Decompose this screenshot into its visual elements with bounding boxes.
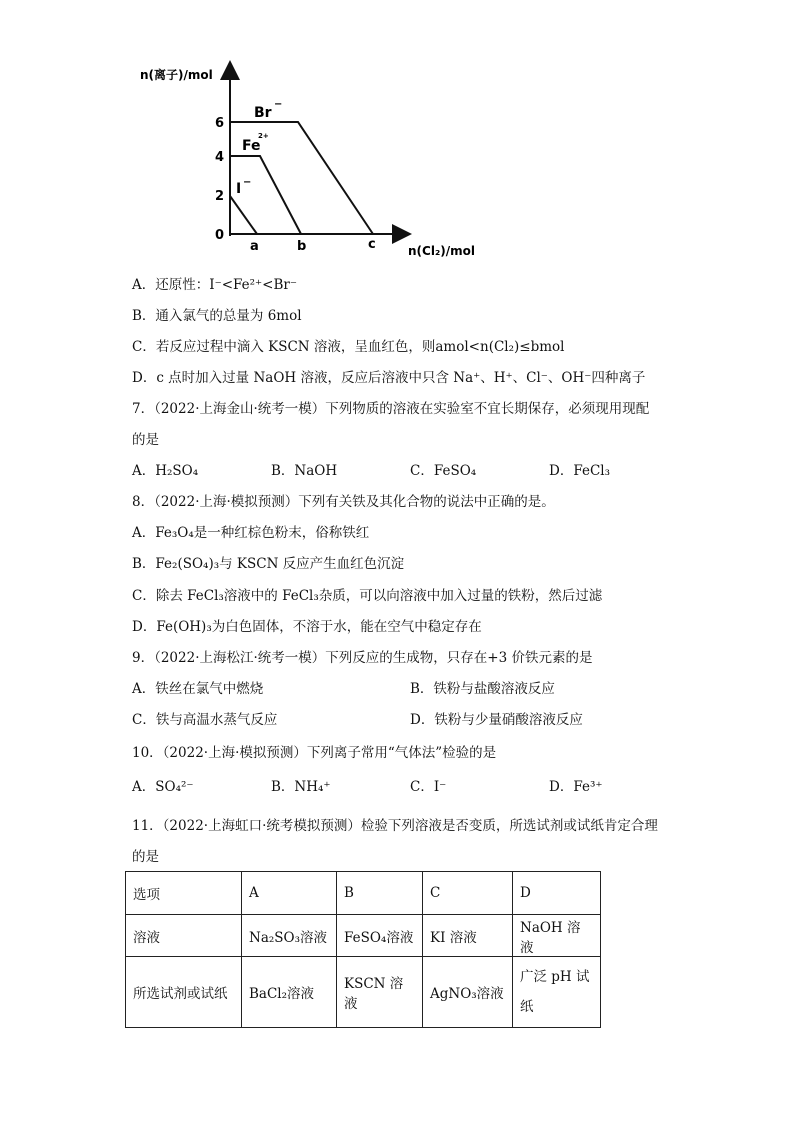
x-tick-b: b <box>297 239 307 254</box>
table-cell: NaOH 溶液 <box>513 915 601 957</box>
br-charge: − <box>274 99 283 110</box>
q8-option-b: B．Fe₂(SO₄)₃与 KSCN 反应产生血红色沉淀 <box>132 556 405 572</box>
q7-stem: 7．（2022·上海金山·统考一模）下列物质的溶液在实验室不宜长期保存，必须现用现配 <box>132 401 650 417</box>
table-cell: 溶液 <box>126 915 242 957</box>
table-row <box>126 915 601 957</box>
q9-option-b: B．铁粉与盐酸溶液反应 <box>410 681 555 697</box>
q9-option-d: D．铁粉与少量硝酸溶液反应 <box>410 712 583 728</box>
table-row <box>126 872 601 915</box>
q10-option-d: D．Fe³⁺ <box>549 779 603 795</box>
y-tick-6: 6 <box>215 116 225 131</box>
q11-stem: 11．（2022·上海虹口·统考模拟预测）检验下列溶液是否变质，所选试剂或试纸肯定合理 <box>132 818 658 834</box>
y-axis-label: n(离子)/mol <box>140 68 213 82</box>
br-label: Br <box>254 105 272 121</box>
i-charge: − <box>243 177 252 188</box>
y-tick-2: 2 <box>215 189 225 204</box>
table-cell: 选项 <box>126 872 242 915</box>
table-cell: B <box>337 872 423 915</box>
table-cell: 所选试剂或试纸 <box>126 957 242 1028</box>
x-tick-c: c <box>368 237 376 252</box>
q9-option-a: A．铁丝在氯气中燃烧 <box>132 681 264 697</box>
table-row <box>126 957 601 1028</box>
table-cell: C <box>423 872 513 915</box>
table-cell: FeSO₄溶液 <box>337 915 423 957</box>
reagent-table <box>125 871 601 1028</box>
fe-charge: 2+ <box>258 132 269 140</box>
q7-option-b: B．NaOH <box>271 463 338 479</box>
q7-option-a: A．H₂SO₄ <box>132 463 199 479</box>
table-cell: D <box>513 872 601 915</box>
x-axis-label: n(Cl₂)/mol <box>408 244 475 258</box>
i-ion-line <box>230 196 257 234</box>
q8-option-d: D．Fe(OH)₃为白色固体，不溶于水，能在空气中稳定存在 <box>132 619 482 635</box>
fe-label: Fe <box>242 138 261 154</box>
q8-stem: 8．（2022·上海·模拟预测）下列有关铁及其化合物的说法中正确的是。 <box>132 494 555 510</box>
q10-option-a: A．SO₄²⁻ <box>132 779 194 795</box>
q9-stem: 9．（2022·上海松江·统考一模）下列反应的生成物，只存在+3 价铁元素的是 <box>132 650 593 666</box>
y-tick-0: 0 <box>215 228 225 243</box>
ion-amount-graph <box>0 0 794 270</box>
x-tick-a: a <box>250 239 259 254</box>
q7-option-c: C．FeSO₄ <box>410 463 477 479</box>
q10-stem: 10．（2022·上海·模拟预测）下列离子常用“气体法”检验的是 <box>132 745 497 761</box>
q6-option-c: C．若反应过程中滴入 KSCN 溶液，呈血红色，则amol<n(Cl₂)≤bmol <box>132 339 565 355</box>
q9-option-c: C．铁与高温水蒸气反应 <box>132 712 278 728</box>
table-cell: KI 溶液 <box>423 915 513 957</box>
q11-stem-cont: 的是 <box>132 849 159 865</box>
q7-stem-cont: 的是 <box>132 432 159 448</box>
table-cell: KSCN 溶液 <box>337 957 423 1028</box>
q6-option-b: B．通入氯气的总量为 6mol <box>132 308 302 324</box>
q6-option-a: A．还原性：I⁻<Fe²⁺<Br⁻ <box>132 277 297 293</box>
table-cell: A <box>242 872 337 915</box>
q10-option-b: B．NH₄⁺ <box>271 779 331 795</box>
i-label: I <box>236 181 242 197</box>
q8-option-c: C．除去 FeCl₃溶液中的 FeCl₃杂质，可以向溶液中加入过量的铁粉，然后过滤 <box>132 588 603 604</box>
table-cell: BaCl₂溶液 <box>242 957 337 1028</box>
q8-option-a: A．Fe₃O₄是一种红棕色粉末，俗称铁红 <box>132 525 370 541</box>
table-cell: 广泛 pH 试纸 <box>513 957 601 1028</box>
table-cell: AgNO₃溶液 <box>423 957 513 1028</box>
q6-option-d: D．c 点时加入过量 NaOH 溶液，反应后溶液中只含 Na⁺、H⁺、Cl⁻、OH⁻四种离子 <box>132 370 646 386</box>
y-tick-4: 4 <box>215 150 225 165</box>
table-cell: Na₂SO₃溶液 <box>242 915 337 957</box>
q7-option-d: D．FeCl₃ <box>549 463 611 479</box>
q10-option-c: C．I⁻ <box>410 779 447 795</box>
